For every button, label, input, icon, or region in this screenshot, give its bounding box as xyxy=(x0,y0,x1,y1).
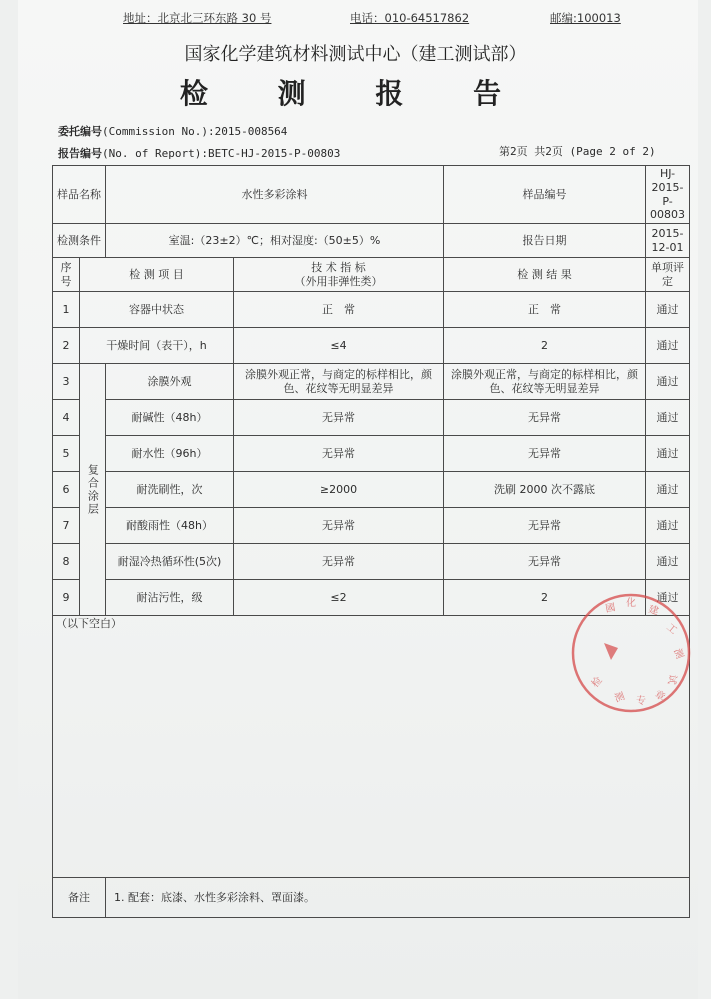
row-judge: 通过 xyxy=(646,544,690,580)
remarks-label: 备注 xyxy=(53,878,106,918)
table-row xyxy=(53,544,690,580)
col-result: 检 测 结 果 xyxy=(444,258,646,292)
row-no: 2 xyxy=(53,328,80,364)
commission-number xyxy=(58,123,287,139)
condition-row xyxy=(53,224,690,258)
table-row xyxy=(53,436,690,472)
row-spec: 无异常 xyxy=(234,544,444,580)
table-row xyxy=(53,328,690,364)
row-result: 涂膜外观正常，与商定的标样相比，颜色、花纹等无明显差异 xyxy=(444,364,646,400)
row-judge: 通过 xyxy=(646,580,690,616)
row-no: 3 xyxy=(53,364,80,400)
postcode: 邮编:100013 xyxy=(550,11,621,25)
row-no: 4 xyxy=(53,400,80,436)
row-no: 8 xyxy=(53,544,80,580)
sample-name: 水性多彩涂料 xyxy=(106,166,444,224)
row-spec: 涂膜外观正常，与商定的标样相比，颜色、花纹等无明显差异 xyxy=(234,364,444,400)
svg-text:测: 测 xyxy=(671,647,685,661)
row-judge: 通过 xyxy=(646,508,690,544)
row-result: 2 xyxy=(444,328,646,364)
svg-text:专: 专 xyxy=(636,696,646,707)
col-judge: 单项评定 xyxy=(646,258,690,292)
report-date: 2015-12-01 xyxy=(646,224,690,258)
row-no: 7 xyxy=(53,508,80,544)
row-item: 耐沾污性，级 xyxy=(106,580,234,616)
row-item: 耐洗刷性，次 xyxy=(106,472,234,508)
row-item: 涂膜外观 xyxy=(106,364,234,400)
row-judge: 通过 xyxy=(646,364,690,400)
sample-no: HJ-2015-P-00803 xyxy=(646,166,690,224)
report-title: 检 测 报 告 xyxy=(179,77,532,110)
column-header-row xyxy=(53,258,690,292)
commission-label: 委托编号 xyxy=(58,125,102,138)
sample-row xyxy=(53,166,690,224)
row-judge: 通过 xyxy=(646,328,690,364)
report-date-label: 报告日期 xyxy=(444,224,646,258)
row-result: 无异常 xyxy=(444,544,646,580)
table-row xyxy=(53,400,690,436)
sample-no-label: 样品编号 xyxy=(444,166,646,224)
row-result: 2 xyxy=(444,580,646,616)
report-value: (No. of Report):BETC-HJ-2015-P-00803 xyxy=(102,147,341,160)
table-row xyxy=(53,508,690,544)
page-info: 第2页 共2页 (Page 2 of 2) xyxy=(499,145,656,158)
row-spec: ≥2000 xyxy=(234,472,444,508)
row-item: 耐酸雨性（48h） xyxy=(106,508,234,544)
col-spec xyxy=(234,258,444,292)
row-result: 无异常 xyxy=(444,400,646,436)
svg-text:化: 化 xyxy=(626,598,636,609)
table-row xyxy=(53,292,690,328)
commission-value: (Commission No.):2015-008564 xyxy=(102,125,288,138)
group-label-cell xyxy=(80,364,106,616)
row-spec: ≤4 xyxy=(234,328,444,364)
report-number xyxy=(58,145,340,161)
row-no: 5 xyxy=(53,436,80,472)
row-spec: 无异常 xyxy=(234,436,444,472)
address: 地址：北京北三环东路 30 号 xyxy=(123,11,272,25)
sample-name-label: 样品名称 xyxy=(53,166,106,224)
remarks-row xyxy=(53,878,690,918)
row-item: 耐水性（96h） xyxy=(106,436,234,472)
row-result: 无异常 xyxy=(444,436,646,472)
table-row xyxy=(53,364,690,400)
table-row xyxy=(53,472,690,508)
phone: 电话：010-64517862 xyxy=(350,11,470,25)
row-spec: 无异常 xyxy=(234,508,444,544)
svg-text:试: 试 xyxy=(665,673,678,686)
row-spec: ≤2 xyxy=(234,580,444,616)
svg-text:國: 國 xyxy=(604,602,617,615)
svg-text:测: 测 xyxy=(613,691,627,705)
col-item: 检 测 项 目 xyxy=(80,258,234,292)
row-judge: 通过 xyxy=(646,436,690,472)
blank-note: （以下空白） xyxy=(53,616,690,878)
col-no: 序号 xyxy=(53,258,80,292)
remarks-text: 1. 配套：底漆、水性多彩涂料、罩面漆。 xyxy=(106,878,690,918)
row-item: 耐碱性（48h） xyxy=(106,400,234,436)
row-result: 洗刷 2000 次不露底 xyxy=(444,472,646,508)
row-judge: 通过 xyxy=(646,472,690,508)
condition-value: 室温:（23±2）℃；相对湿度:（50±5）% xyxy=(106,224,444,258)
row-spec: 无异常 xyxy=(234,400,444,436)
row-spec: 正 常 xyxy=(234,292,444,328)
row-judge: 通过 xyxy=(646,400,690,436)
group-label: 复合涂层 xyxy=(86,463,100,516)
official-seal-stamp xyxy=(566,588,696,718)
organization-name: 国家化学建筑材料测试中心（建工测试部） xyxy=(184,44,527,65)
report-label: 报告编号 xyxy=(58,147,102,160)
svg-text:检: 检 xyxy=(589,675,605,690)
svg-text:章: 章 xyxy=(652,689,667,704)
report-table xyxy=(52,165,690,918)
row-item: 容器中状态 xyxy=(80,292,234,328)
svg-text:建: 建 xyxy=(647,604,660,618)
row-result: 无异常 xyxy=(444,508,646,544)
row-item: 耐湿冷热循环性(5次) xyxy=(106,544,234,580)
col-spec-sub: （外用非弹性类） xyxy=(294,274,383,288)
row-item: 干燥时间（表干），h xyxy=(80,328,234,364)
condition-label: 检测条件 xyxy=(53,224,106,258)
row-judge: 通过 xyxy=(646,292,690,328)
row-no: 9 xyxy=(53,580,80,616)
row-no: 1 xyxy=(53,292,80,328)
col-spec-title: 技 术 指 标 xyxy=(311,260,366,274)
svg-text:工: 工 xyxy=(664,621,679,637)
row-no: 6 xyxy=(53,472,80,508)
row-result: 正 常 xyxy=(444,292,646,328)
